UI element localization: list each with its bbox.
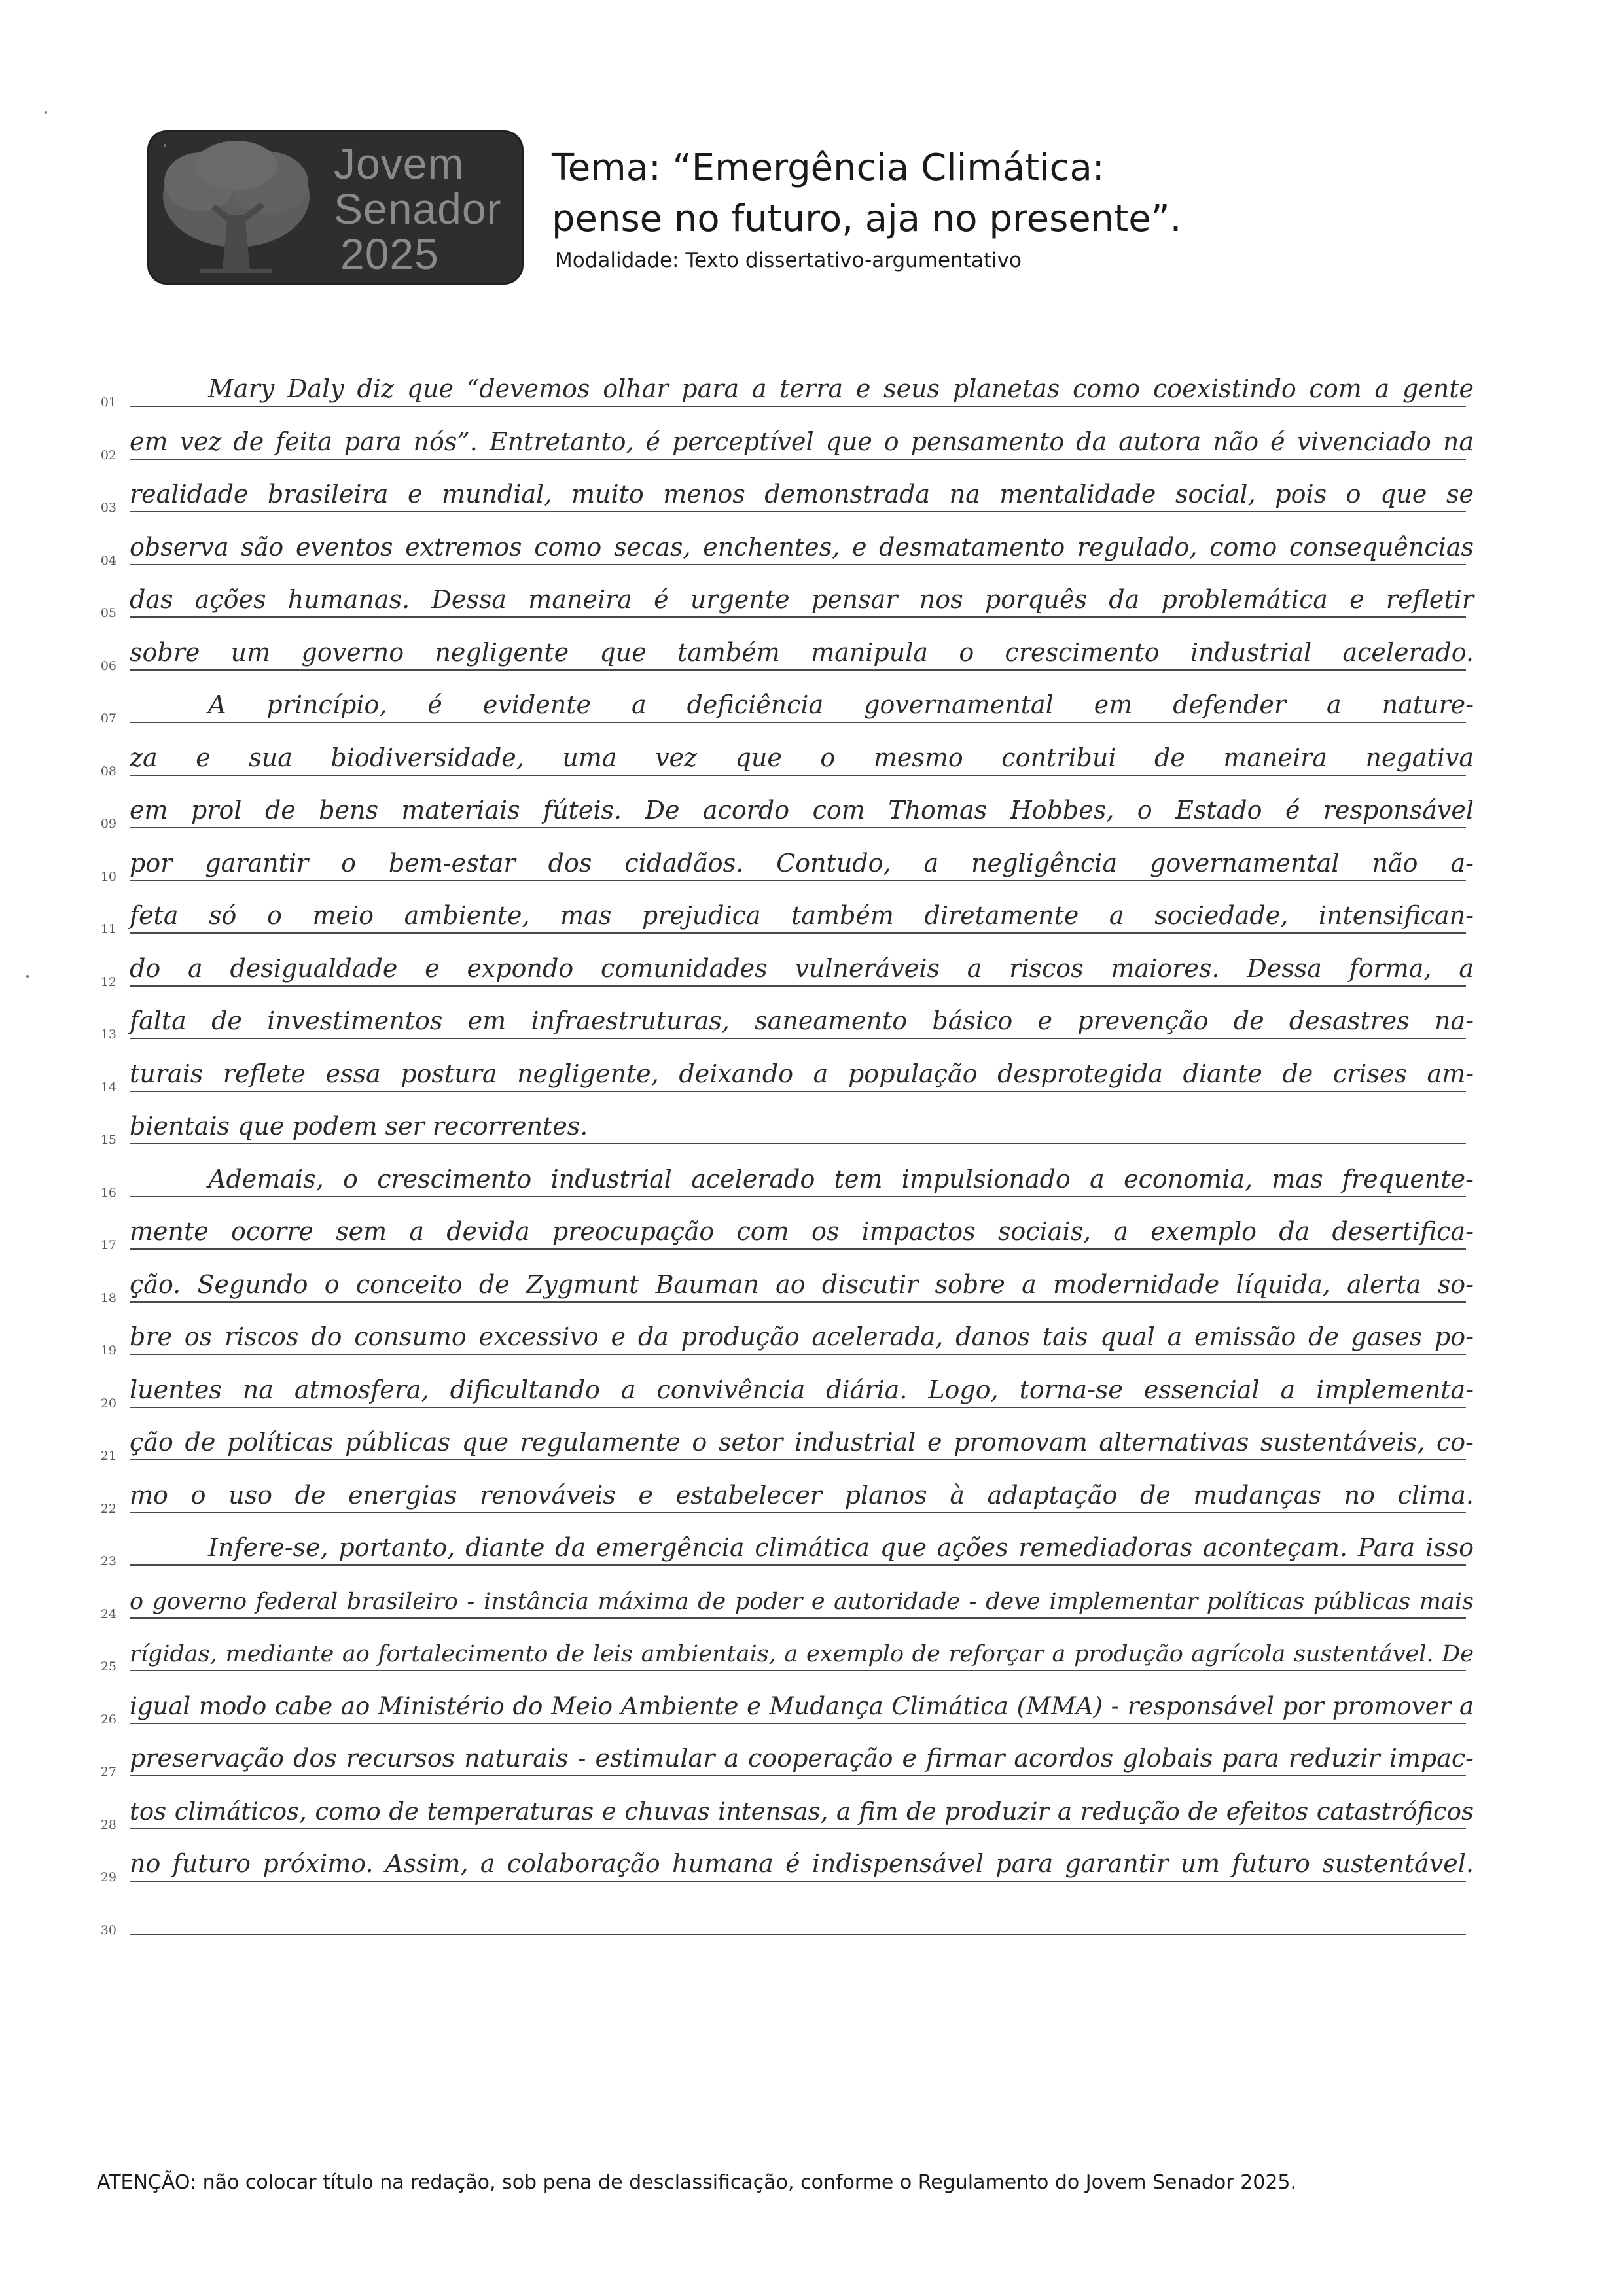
ruled-line bbox=[130, 880, 1466, 881]
ruled-line bbox=[130, 406, 1466, 407]
handwritten-text: Infere-se, portanto, diante da emergência climática que ações remediadoras aconteçam. Para isso bbox=[208, 1533, 1474, 1562]
ruled-line bbox=[130, 1248, 1466, 1250]
ruled-line bbox=[130, 1617, 1466, 1619]
ruled-line bbox=[130, 1459, 1466, 1460]
handwritten-text: ção. Segundo o conceito de Zygmunt Bauman ao discutir sobre a modernidade líquida, alerta so- bbox=[130, 1269, 1474, 1299]
essay-line bbox=[0, 944, 1623, 996]
modality-label: Modalidade: Texto dissertativo-argumentativo bbox=[555, 249, 1022, 272]
ruled-line bbox=[130, 1091, 1466, 1092]
theme-line-2: pense no futuro, aja no presente”. bbox=[552, 198, 1182, 240]
line-number: 23 bbox=[100, 1554, 116, 1568]
essay-line bbox=[0, 574, 1623, 627]
line-number: 08 bbox=[100, 764, 116, 779]
ruled-line bbox=[130, 616, 1466, 618]
handwritten-text: falta de investimentos em infraestruturas, saneamento básico e prevenção de desastres na- bbox=[130, 1006, 1474, 1035]
line-number: 29 bbox=[100, 1870, 116, 1884]
line-number: 24 bbox=[100, 1606, 116, 1621]
essay-line bbox=[0, 1207, 1623, 1259]
handwritten-text: o governo federal brasileiro - instância máxima de poder e autoridade - deve implementar políticas públicas mais bbox=[130, 1588, 1474, 1615]
line-number: 13 bbox=[100, 1027, 116, 1042]
handwritten-text: em prol de bens materiais fúteis. De acordo com Thomas Hobbes, o Estado é responsável bbox=[130, 796, 1474, 824]
essay-line bbox=[0, 1523, 1623, 1575]
ruled-line bbox=[130, 1723, 1466, 1724]
handwritten-text: za e sua biodiversidade, uma vez que o mesmo contribui de maneira negativa bbox=[130, 743, 1474, 772]
ruled-line bbox=[130, 827, 1466, 828]
line-number: 10 bbox=[100, 869, 116, 884]
essay-line bbox=[0, 1839, 1623, 1891]
handwritten-text: do a desigualdade e expondo comunidades vulneráveis a riscos maiores. Dessa forma, a bbox=[130, 953, 1474, 983]
handwritten-text: Ademais, o crescimento industrial acelerado tem impulsionado a economia, mas frequente- bbox=[208, 1164, 1474, 1193]
essay-line bbox=[0, 1628, 1623, 1680]
essay-line bbox=[0, 996, 1623, 1048]
ruled-line bbox=[130, 1828, 1466, 1829]
line-number: 11 bbox=[100, 922, 116, 936]
essay-line bbox=[0, 1260, 1623, 1312]
essay-line bbox=[0, 469, 1623, 521]
line-number: 27 bbox=[100, 1765, 116, 1779]
essay-line bbox=[0, 1312, 1623, 1364]
line-number: 05 bbox=[100, 606, 116, 620]
handwritten-text: bientais que podem ser recorrentes. bbox=[130, 1112, 588, 1140]
essay-line bbox=[0, 1154, 1623, 1207]
ruled-line bbox=[130, 932, 1466, 934]
ruled-line bbox=[130, 1143, 1466, 1144]
essay-line bbox=[0, 417, 1623, 469]
line-number: 14 bbox=[100, 1080, 116, 1095]
scan-speck bbox=[26, 975, 29, 978]
ruled-line bbox=[130, 1775, 1466, 1776]
handwritten-text: tos climáticos, como de temperaturas e chuvas intensas, a fim de produzir a redução de efeitos catastróficos bbox=[130, 1797, 1474, 1826]
ruled-line bbox=[130, 1564, 1466, 1566]
essay-line bbox=[0, 364, 1623, 416]
handwritten-text: no futuro próximo. Assim, a colaboração humana é indispensável para garantir um futuro sustentável. bbox=[130, 1849, 1474, 1878]
essay-line bbox=[0, 1417, 1623, 1470]
handwritten-text: em vez de feita para nós”. Entretanto, é perceptível que o pensamento da autora não é vivenciado na bbox=[130, 427, 1474, 456]
ruled-line bbox=[130, 459, 1466, 460]
handwritten-text: mente ocorre sem a devida preocupação com os impactos sociais, a exemplo da desertifica- bbox=[130, 1217, 1474, 1246]
handwritten-text: mo o uso de energias renováveis e estabelecer planos à adaptação de mudanças no clima. bbox=[130, 1480, 1474, 1510]
ruled-line bbox=[130, 1670, 1466, 1671]
line-number: 12 bbox=[100, 974, 116, 989]
logo-word-3: 2025 bbox=[340, 230, 439, 278]
essay-line bbox=[0, 680, 1623, 732]
essay-line bbox=[0, 1101, 1623, 1154]
handwritten-text: luentes na atmosfera, dificultando a convivência diária. Logo, torna-se essencial a implementa- bbox=[130, 1375, 1474, 1404]
line-number: 17 bbox=[100, 1238, 116, 1252]
essay-line bbox=[0, 733, 1623, 785]
essay-line bbox=[0, 1786, 1623, 1839]
handwritten-text: turais reflete essa postura negligente, deixando a população desprotegida diante de crises am- bbox=[130, 1059, 1474, 1088]
ruled-line bbox=[130, 1301, 1466, 1303]
handwritten-text: Mary Daly diz que “devemos olhar para a terra e seus planetas como coexistindo com a gente bbox=[208, 374, 1474, 403]
handwritten-text: das ações humanas. Dessa maneira é urgente pensar nos porquês da problemática e refletir bbox=[130, 585, 1474, 614]
handwritten-text: bre os riscos do consumo excessivo e da produção acelerada, danos tais qual a emissão de gases po- bbox=[130, 1322, 1474, 1351]
line-number: 07 bbox=[100, 711, 116, 726]
essay-line bbox=[0, 1892, 1623, 1944]
essay-line bbox=[0, 522, 1623, 574]
essay-line bbox=[0, 891, 1623, 943]
ruled-line bbox=[130, 1354, 1466, 1355]
line-number: 18 bbox=[100, 1290, 116, 1305]
attention-notice: ATENÇÃO: não colocar título na redação, sob pena de desclassificação, conforme o Regulamento do Jovem Senador 2025. bbox=[97, 2171, 1297, 2194]
essay-line bbox=[0, 1049, 1623, 1101]
handwritten-text: por garantir o bem-estar dos cidadãos. Contudo, a negligência governamental não a- bbox=[130, 848, 1474, 877]
ruled-line bbox=[130, 1038, 1466, 1039]
line-number: 25 bbox=[100, 1659, 116, 1674]
ruled-line bbox=[130, 1512, 1466, 1513]
ruled-line bbox=[130, 669, 1466, 671]
ruled-line bbox=[130, 511, 1466, 512]
ruled-line bbox=[130, 985, 1466, 987]
handwritten-text: sobre um governo negligente que também manipula o crescimento industrial acelerado. bbox=[130, 637, 1474, 667]
ruled-line bbox=[130, 1881, 1466, 1882]
essay-line bbox=[0, 1733, 1623, 1786]
handwritten-text: igual modo cabe ao Ministério do Meio Ambiente e Mudança Climática (MMA) - responsável por promover a bbox=[130, 1691, 1474, 1720]
scan-speck bbox=[45, 111, 47, 114]
line-number: 03 bbox=[100, 501, 116, 515]
handwritten-text: feta só o meio ambiente, mas prejudica também diretamente a sociedade, intensifican- bbox=[130, 901, 1474, 930]
line-number: 02 bbox=[100, 448, 116, 463]
ruled-line bbox=[130, 564, 1466, 565]
essay-line bbox=[0, 1470, 1623, 1523]
line-number: 16 bbox=[100, 1185, 116, 1200]
line-number: 15 bbox=[100, 1133, 116, 1147]
line-number: 28 bbox=[100, 1817, 116, 1832]
ruled-line bbox=[130, 1196, 1466, 1197]
essay-line bbox=[0, 838, 1623, 891]
ruled-line bbox=[130, 1407, 1466, 1408]
handwritten-text: ção de políticas públicas que regulamente o setor industrial e promovam alternativas sustentáveis, co- bbox=[130, 1428, 1474, 1457]
line-number: 06 bbox=[100, 658, 116, 673]
line-number: 22 bbox=[100, 1501, 116, 1516]
scan-speck bbox=[164, 144, 166, 147]
handwritten-text: preservação dos recursos naturais - estimular a cooperação e firmar acordos globais para reduzir impac- bbox=[130, 1744, 1474, 1773]
handwritten-text: A princípio, é evidente a deficiência governamental em defender a nature- bbox=[208, 690, 1474, 719]
line-number: 09 bbox=[100, 817, 116, 831]
line-number: 21 bbox=[100, 1449, 116, 1463]
line-number: 19 bbox=[100, 1343, 116, 1358]
essay-line bbox=[0, 1576, 1623, 1628]
handwritten-text: realidade brasileira e mundial, muito menos demonstrada na mentalidade social, pois o que se bbox=[130, 480, 1474, 508]
essay-line bbox=[0, 1681, 1623, 1733]
theme-line-1: Tema: “Emergência Climática: bbox=[552, 147, 1105, 189]
line-number: 30 bbox=[100, 1922, 116, 1937]
logo-word-2: Senador bbox=[334, 185, 502, 233]
handwritten-text: rígidas, mediante ao fortalecimento de leis ambientais, a exemplo de reforçar a produção agrícola sustentável. De bbox=[130, 1641, 1474, 1667]
line-number: 26 bbox=[100, 1712, 116, 1727]
essay-line bbox=[0, 627, 1623, 680]
handwritten-text: observa são eventos extremos como secas, enchentes, e desmatamento regulado, como consequências bbox=[130, 532, 1474, 561]
ruled-line bbox=[130, 722, 1466, 723]
ruled-line bbox=[130, 1934, 1466, 1935]
ruled-line bbox=[130, 775, 1466, 776]
line-number: 04 bbox=[100, 553, 116, 568]
essay-line bbox=[0, 1365, 1623, 1417]
line-number: 01 bbox=[100, 395, 116, 410]
logo-word-1: Jovem bbox=[334, 139, 465, 188]
essay-line bbox=[0, 785, 1623, 838]
line-number: 20 bbox=[100, 1396, 116, 1411]
